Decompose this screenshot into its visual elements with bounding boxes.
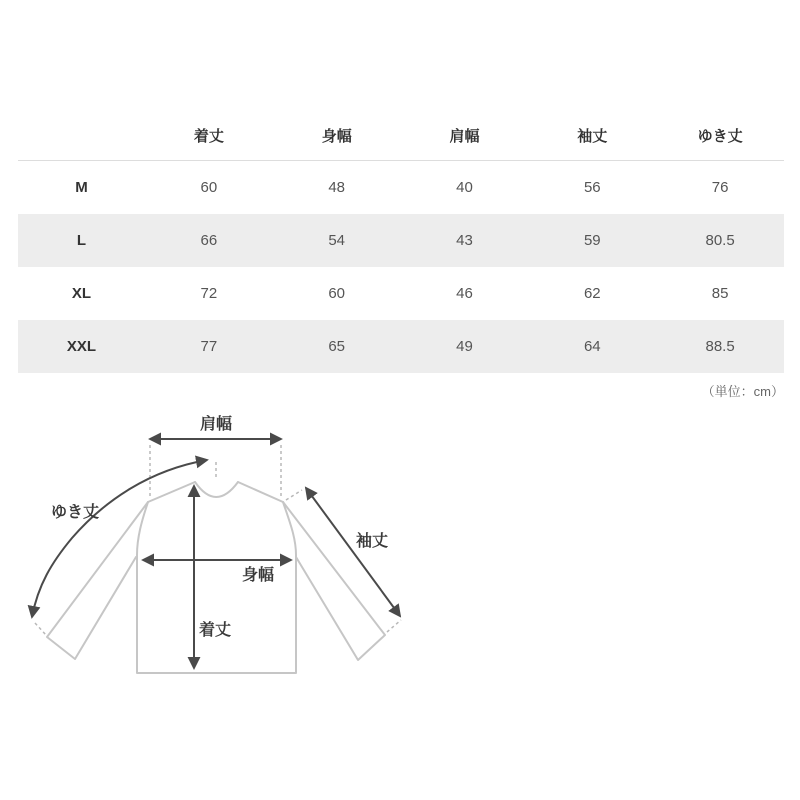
shirt-left-sleeve [47, 502, 148, 659]
measurement-cell: 48 [328, 179, 346, 196]
shirt-collar [195, 482, 238, 497]
measurement-cell: 60 [200, 179, 218, 196]
measurement-cell: 54 [273, 214, 401, 267]
col-header-body-length: 着丈 [145, 110, 273, 161]
corner-cell [18, 110, 145, 161]
measurement-cell: 88.5 [656, 320, 784, 373]
measurement-cell: 40 [456, 179, 473, 196]
table-row-m [18, 161, 784, 215]
size-label: M [75, 179, 88, 196]
measurement-cell: 60 [328, 285, 346, 302]
shirt-body [137, 502, 296, 673]
guide-dotted-lines [35, 445, 401, 635]
body-length-label: 着丈 [198, 622, 232, 639]
measurement-cell: 56 [583, 179, 601, 196]
measurement-cell: 64 [528, 320, 656, 373]
shirt-shoulders [148, 482, 283, 502]
measurement-cell: 72 [200, 285, 218, 302]
table-header-row [18, 110, 784, 161]
measurement-diagram [0, 405, 440, 705]
size-label: L [18, 214, 145, 267]
shoulder-width-label: 肩幅 [199, 416, 233, 433]
measurement-cell: 77 [145, 320, 273, 373]
table-row-xxl [18, 320, 784, 373]
unit-note: （単位：cm） [701, 384, 784, 399]
diagram-labels [51, 414, 388, 639]
col-header-sleeve-length: 袖丈 [528, 110, 656, 161]
size-label: XXL [18, 320, 145, 373]
measurement-cell: 59 [528, 214, 656, 267]
table-row-xl [18, 267, 784, 320]
yuki-length-label: ゆき丈 [50, 504, 100, 521]
col-header-yuki-length: ゆき丈 [656, 110, 784, 161]
measurement-cell: 43 [401, 214, 529, 267]
measurement-cell: 65 [273, 320, 401, 373]
body-width-label: 身幅 [241, 567, 275, 584]
size-label: XL [71, 285, 92, 302]
measurement-cell: 85 [711, 285, 729, 302]
sleeve-length-label: 袖丈 [355, 533, 389, 550]
measurement-cell: 49 [401, 320, 529, 373]
measurement-cell: 80.5 [656, 214, 784, 267]
sleeve-guide-bottom [387, 620, 401, 632]
measurement-cell: 62 [583, 285, 601, 302]
col-header-shoulder-width: 肩幅 [401, 110, 529, 161]
col-header-body-width: 身幅 [273, 110, 401, 161]
table-row-l [18, 214, 784, 267]
measurement-cell: 66 [145, 214, 273, 267]
sleeve-guide-top [286, 490, 302, 500]
size-chart-table [18, 110, 784, 373]
measurement-cell: 46 [456, 285, 473, 302]
yuki-guide-bottom [35, 623, 46, 635]
measurement-cell: 76 [711, 179, 729, 196]
